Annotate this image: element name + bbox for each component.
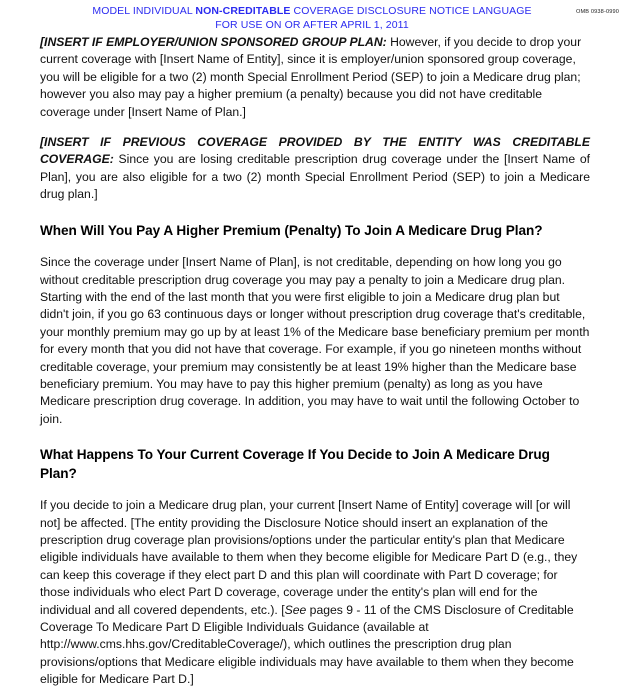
- header-title-line-2: FOR USE ON OR AFTER APRIL 1, 2011: [215, 18, 409, 31]
- paragraph-lead-insert-previous-coverage: [INSERT IF PREVIOUS COVERAGE PROVIDED BY THE ENTITY WAS CREDITABLE COVERAGE:: [40, 135, 590, 167]
- paragraph-lead-insert-employer-union: [INSERT IF EMPLOYER/UNION SPONSORED GROUP PLAN:: [40, 35, 387, 49]
- paragraph-insert-employer-union: [40, 34, 590, 121]
- section-body-current-coverage-impact: [40, 497, 590, 688]
- section-body-part-1: If you decide to join a Medicare drug plan, your current [Insert Name of Entity] coverage will [or will not] be affected. [The entity providing the Disclosure Notice should insert an explanation of the prescription drug coverage plan provisions/options under the particular entity's plan that Medicare eligible individuals have available to them when they become eligible for Medicare Part D (e.g., they can keep this coverage if they elect part D and this plan will coordinate with Part D coverage; for those individuals who elect Part D coverage, coverage under the entity's plan will end for the individual and all covered dependents, etc.). [: [40, 498, 578, 617]
- section-body-part-2: pages 9 - 11 of the CMS Disclosure of Creditable Coverage To Medicare Part D Eligible Individuals Guidance (available at http://www.cms.hhs.gov/CreditableCoverage/), which outlines the prescription drug plan provisions/options that Medicare eligible individuals may have available to them when they become eligible for Medicare Part D.]: [40, 602, 574, 687]
- section-body-italic-see: See: [284, 602, 307, 617]
- section-heading-higher-premium-penalty: When Will You Pay A Higher Premium (Penalty) To Join A Medicare Drug Plan?: [40, 222, 543, 238]
- header-title-emphasis: NON-CREDITABLE: [195, 5, 291, 17]
- header-title-line-1: [58, 5, 566, 19]
- header-title-suffix: COVERAGE DISCLOSURE NOTICE LANGUAGE: [290, 5, 532, 17]
- section-body-higher-premium-penalty: Since the coverage under [Insert Name of Plan], is not creditable, depending on how long you go without creditable prescription drug coverage you may pay a penalty to join a Medicare drug plan. Starting with the end of the last month that you were first eligible to join a Medicare drug plan but didn't join, if you go 63 continuous days or longer without prescription drug coverage that's creditable, your monthly premium may go up by at least 1% of the Medicare base beneficiary premium per month for every month that you did not have that coverage. For example, if you go nineteen months without creditable coverage, your premium may consistently be at least 19% higher than the Medicare base beneficiary premium. You may have to pay this higher premium (penalty) as long as you have Medicare prescription drug coverage. In addition, you may have to wait until the following October to join.: [40, 255, 590, 426]
- paragraph-insert-previous-coverage: [40, 134, 590, 204]
- header-title-block: [0, 5, 624, 32]
- document-body: [0, 34, 624, 689]
- paragraph-text-insert-employer-union: However, if you decide to drop your current coverage with [Insert Name of Entity], since it is employer/union sponsored group coverage, you will be eligible for a two (2) month Special Enrollment Period (SEP) to join a Medicare drug plan; however you also may pay a higher premium (a penalty) because you did not have creditable coverage under [Insert Name of Plan.]: [40, 35, 582, 119]
- header-title-prefix: MODEL INDIVIDUAL: [92, 5, 196, 17]
- paragraph-text-insert-previous-coverage: Since you are losing creditable prescription drug coverage under the [Insert Name of Plan], you are also eligible for a two (2) month Special Enrollment Period (SEP) to join a Medicare drug plan.]: [40, 152, 590, 202]
- document-header: [0, 0, 624, 34]
- omb-control-number: OMB 0938-0990: [576, 9, 619, 15]
- section-heading-current-coverage-impact: What Happens To Your Current Coverage If You Decide to Join A Medicare Drug Plan?: [40, 447, 550, 481]
